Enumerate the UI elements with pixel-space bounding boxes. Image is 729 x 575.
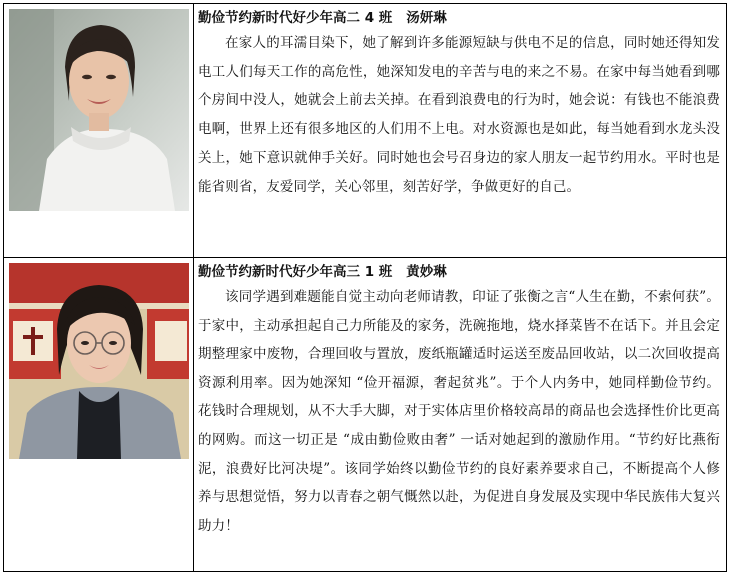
student-photo-2 bbox=[9, 263, 193, 459]
profile-table bbox=[3, 3, 727, 572]
profile-title: 勤俭节约新时代好少年高三 1 班 bbox=[198, 264, 393, 280]
portrait-image bbox=[9, 263, 189, 459]
profile-heading bbox=[198, 9, 726, 27]
student-name: 汤妍琳 bbox=[406, 10, 447, 26]
photo-cell bbox=[4, 4, 194, 258]
profile-text-cell bbox=[194, 258, 727, 572]
profile-description: 在家人的耳濡目染下，她了解到许多能源短缺与供电不足的信息，同时她还得知发电工人们每天工作的高危性，她深知发电的辛苦与电的来之不易。在家中每当她看到哪个房间中没人，她就会上前去关掉。在看到浪费电的行为时，她会说：有钱也不能浪费电啊，世界上还有很多地区的人们用不上电。对水资源也是如此，每当她看到水龙头没关上，她下意识就伸手关好。同时她也会号召身边的家人朋友一起节约用水。平时也是能省则省，友爱同学，关心邻里，刻苦好学，争做更好的自己。 bbox=[198, 35, 720, 195]
profile-text-cell bbox=[194, 4, 727, 258]
student-name: 黄妙琳 bbox=[406, 264, 447, 280]
portrait-image bbox=[9, 9, 189, 211]
profile-row bbox=[4, 258, 727, 572]
profile-description: 该同学遇到难题能自觉主动向老师请教，印证了张衡之言“人生在勤，不索何获”。于家中，主动承担起自己力所能及的家务，洗碗拖地，烧水择菜皆不在话下。并且会定期整理家中废物，合理回收与置放，废纸瓶罐适时运送至废品回收站，以二次回收提高资源利用率。因为她深知 “俭开福源，奢起贫兆”。于个人内务中，她同样勤俭节约。花钱时合理规划，从不大手大脚，对于实体店里价格较高昂的商品也会选择性价比更高的网购。而这一切正是 “成由勤俭败由奢” 一话对她起到的激励作用。“节约好比燕衔泥，浪费好比河决堤”。该同学始终以勤俭节约的良好素养要求自己，不断提高个人修养与思想觉悟，努力以青春之朝气慨然以赴，为促进自身发展及实现中华民族伟大复兴助力！ bbox=[198, 289, 720, 534]
student-photo-1 bbox=[9, 9, 193, 211]
photo-cell bbox=[4, 258, 194, 572]
profile-title: 勤俭节约新时代好少年高二 4 班 bbox=[198, 10, 393, 26]
profile-row bbox=[4, 4, 727, 258]
profile-heading bbox=[198, 263, 726, 281]
